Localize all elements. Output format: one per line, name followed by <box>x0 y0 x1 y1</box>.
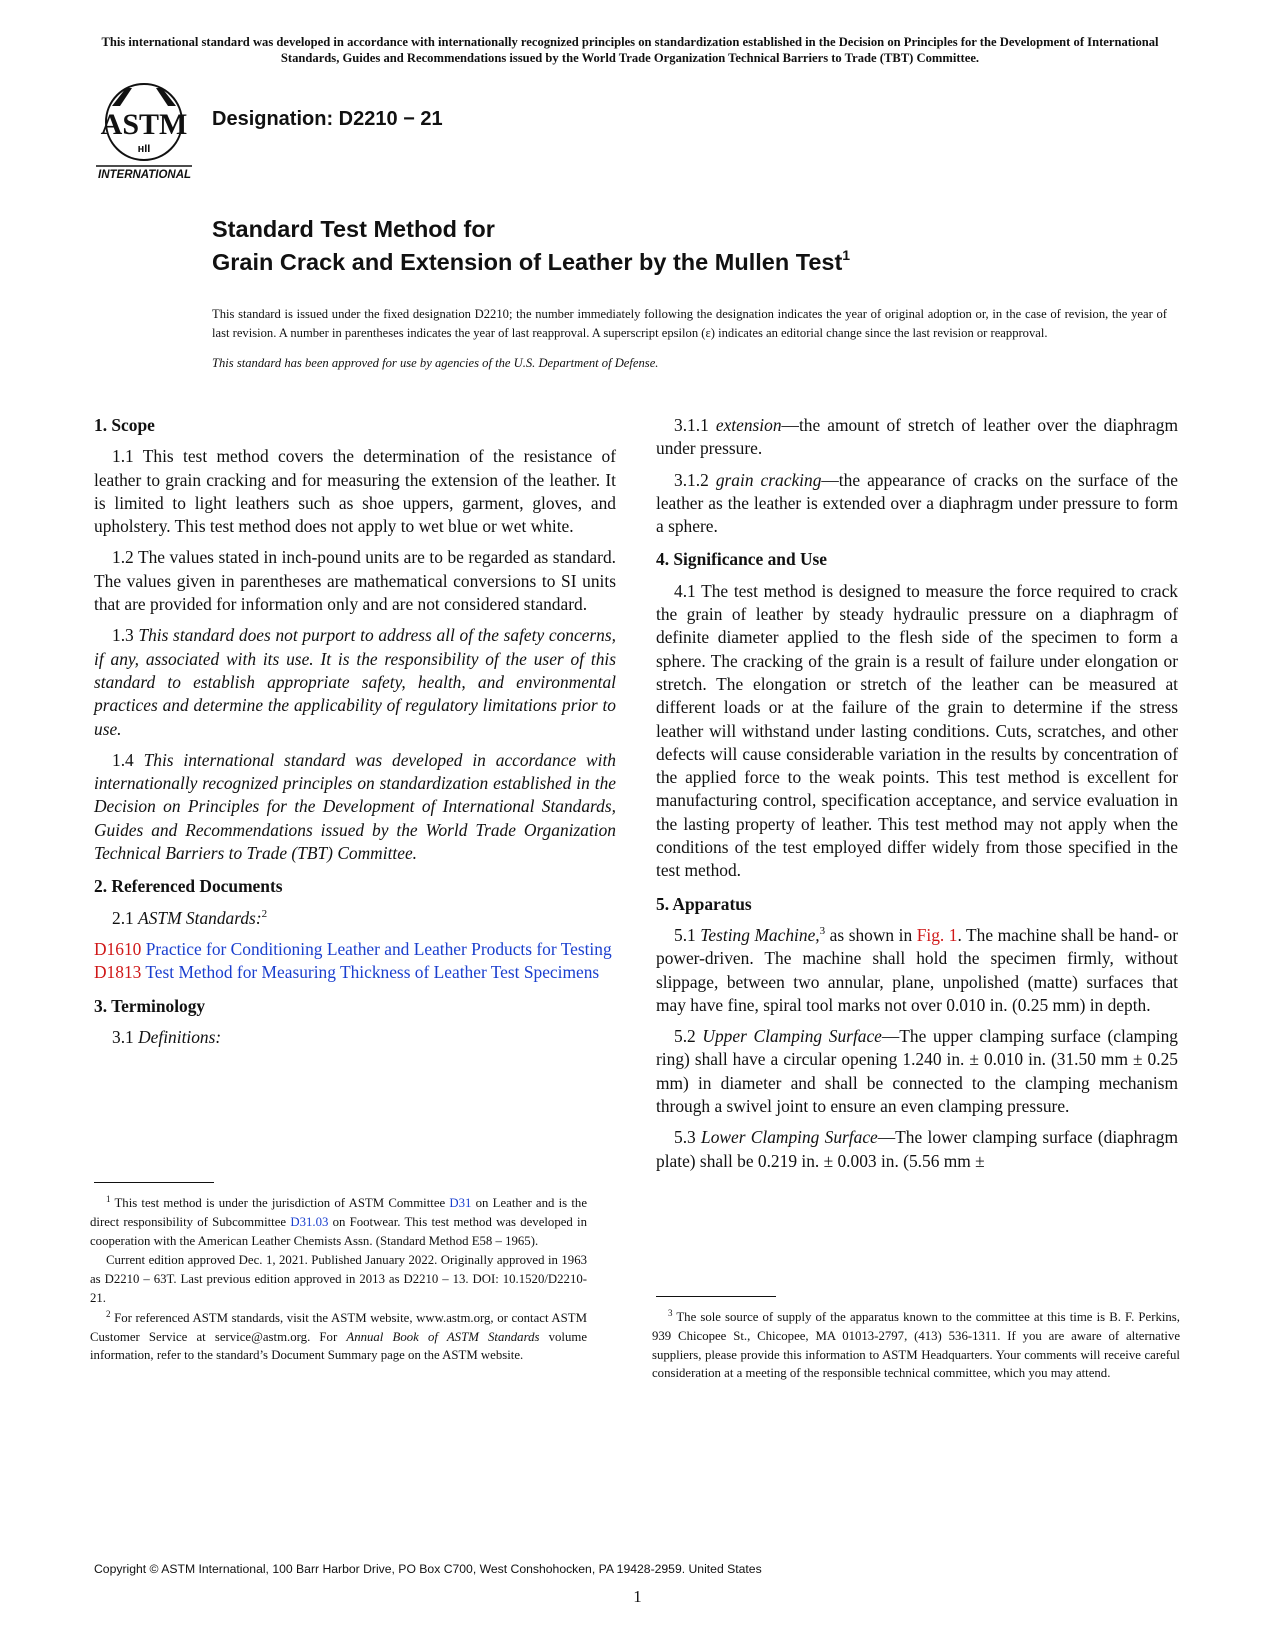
para-5-3: 5.3 Lower Clamping Surface—The lower clamping surface (diaphragm plate) shall be 0.219 in. ± 0.003 in. (5.56 mm ± <box>656 1127 1178 1171</box>
footnote-divider-right <box>656 1296 776 1297</box>
international-standard-notice: This international standard was developed in accordance with internationally recognized principles on standardization established in the Decision on Principles for the Development of International Standards, Guides and Recommendations issued by the World Trade Organization Technical Barriers to Trade (TBT) Committee. <box>101 35 1159 65</box>
title-footnote-ref: 1 <box>842 247 851 263</box>
figure-1-link[interactable]: Fig. 1 <box>916 924 958 945</box>
reference-item[interactable] <box>94 938 616 961</box>
para-5-1: 5.1 Testing Machine,$^3$ as shown in Fig. 1. The machine shall be hand- or power-driven. The machine shall hold the specimen firmly, without slippage, between two annular, plane, unpolished (matte) surfaces that may have fine, spiral tool marks not over 0.010 in. (0.25 mm) in depth. <box>656 924 1178 1015</box>
right-column <box>656 414 1178 1181</box>
dod-approval-note: This standard has been approved for use by agencies of the U.S. Department of Defense. <box>212 356 659 370</box>
page-title <box>212 213 850 279</box>
para-1-4: 1.4 This international standard was developed in accordance with internationally recognized principles on standardization established in the Decision on Principles for the Development of International Standards, Guides and Recommendations issued by the World Trade Organization Technical Barriers to Trade (TBT) Committee. <box>94 749 616 864</box>
footnote-3: $^3$ The sole source of supply of the apparatus known to the committee at this time is B. F. Perkins, 939 Chicopee St., Chicopee, MA 01013-2797, (413) 536-1311. If you are aware of alternative suppliers, please provide this information to ASTM Headquarters. Your comments will receive careful consideration at a meeting of the responsible technical committee, which you may attend. <box>652 1308 1180 1381</box>
para-3-1-2: 3.1.2 grain cracking—the appearance of cracks on the surface of the leather as the leather is extended over a diaphragm under pressure to form a sphere. <box>656 469 1179 537</box>
para-4-1: 4.1 The test method is designed to measure the force required to crack the grain of leather by steady hydraulic pressure on a diaphragm of definite diameter applied to the flesh side of the specimen to form a sphere. The cracking of the grain is a result of failure under elongation or stretch. The elongation or stretch of the leather can be measured at different loads or at the failure of the grain to determine if the stress leather will withstand under lasting conditions. Cuts, scratches, and other defects will cause considerable variation in the results by concentration of the applied force to the weak points. This test method is excellent for manufacturing control, specification acceptance, and service evaluation in the lasting property of leather. This test method may not apply when the conditions of the test employed differ widely from those specified in the test method. <box>656 580 1178 881</box>
para-2-1: 2.1 ASTM Standards:$^2$ <box>112 907 268 928</box>
svg-text:ASTM: ASTM <box>100 108 188 141</box>
footnote-1: $^1$ This test method is under the jurisdiction of ASTM Committee D31 on Leather and is the direct responsibility of Subcommittee D31.03 on Footwear. This test method was developed in cooperation with the American Leather Chemists Assn. (Standard Method E58 – 1965). <box>90 1194 587 1248</box>
section-terminology-heading: 3. Terminology <box>94 995 206 1016</box>
footnote-divider-left <box>94 1182 214 1183</box>
subcommittee-link[interactable]: D31.03 <box>290 1214 329 1229</box>
preamble-text: This standard is issued under the fixed designation D2210; the number immediately following the designation indicates the year of original adoption or, in the case of revision, the year of last revision. A number in parentheses indicates the year of last reapproval. A superscript epsilon (ε) indicates an editorial change since the last revision or reapproval. <box>212 307 1167 340</box>
para-3-1-1: 3.1.1 extension—the amount of stretch of leather over the diaphragm under pressure. <box>656 415 1178 459</box>
page-number: 1 <box>633 1587 642 1606</box>
section-significance-heading: 4. Significance and Use <box>656 549 828 570</box>
footnote-1-edition: Current edition approved Dec. 1, 2021. Published January 2022. Originally approved in 1963 as D2210 – 63T. Last previous edition approved in 2013 as D2210 – 13. DOI: 10.1520/D2210-21. <box>90 1253 587 1305</box>
footnotes-right <box>652 1308 1180 1384</box>
para-1-2: 1.2 The values stated in inch-pound units are to be regarded as standard. The values given in parentheses are mathematical conversions to SI units that are provided for information only and are not considered standard. <box>94 547 616 615</box>
footnotes-left <box>90 1194 587 1366</box>
left-column <box>94 414 616 1057</box>
designation: Designation: D2210 − 21 <box>212 108 443 130</box>
section-referenced-heading: 2. Referenced Documents <box>94 876 283 897</box>
para-1-3: 1.3 This standard does not purport to address all of the safety concerns, if any, associated with its use. It is the responsibility of the user of this standard to establish appropriate safety, health, and environmental practices and determine the applicability of regulatory limitations prior to use. <box>94 625 616 739</box>
preamble <box>212 305 1167 373</box>
copyright-notice: Copyright © ASTM International, 100 Barr Harbor Drive, PO Box C700, West Conshohocken, PA 19428-2959. United States <box>94 1562 762 1576</box>
svg-text:ʜII: ʜII <box>137 143 151 155</box>
para-1-1: 1.1 This test method covers the determination of the resistance of leather to grain cracking and for measuring the extension of the leather. It is limited to light leathers such as shoe uppers, garment, gloves, and upholstery. This test method does not apply to wet blue or wet white. <box>94 446 616 537</box>
committee-link[interactable]: D31 <box>449 1196 472 1210</box>
title-line-1: Standard Test Method for <box>212 216 495 242</box>
reference-item[interactable] <box>94 961 616 984</box>
reference-code[interactable]: D1813 <box>94 962 142 983</box>
para-5-2: 5.2 Upper Clamping Surface—The upper clamping surface (clamping ring) shall have a circular opening 1.240 in. ± 0.010 in. (31.50 mm ± 0.25 mm) in diameter and shall be connected to the clamping mechanism through a swivel joint to ensure an even clamping pressure. <box>656 1026 1178 1117</box>
astm-logo <box>92 82 204 182</box>
reference-title[interactable]: Practice for Conditioning Leather and Leather Products for Testing <box>145 938 612 959</box>
reference-title[interactable]: Test Method for Measuring Thickness of Leather Test Specimens <box>145 962 600 983</box>
svg-text:INTERNATIONAL: INTERNATIONAL <box>98 169 192 181</box>
title-line-2: Grain Crack and Extension of Leather by the Mullen Test$^1$ <box>212 247 851 275</box>
section-scope-heading: 1. Scope <box>94 415 155 435</box>
footnote-2: $^2$ For referenced ASTM standards, visit the ASTM website, www.astm.org, or contact ASTM Customer Service at service@astm.org. For Annual Book of ASTM Standards volume information, refer to the standard’s Document Summary page on the ASTM website. <box>90 1308 588 1363</box>
section-apparatus-heading: 5. Apparatus <box>656 893 752 914</box>
para-3-1: 3.1 Definitions: <box>112 1026 222 1047</box>
reference-code[interactable]: D1610 <box>94 938 142 959</box>
